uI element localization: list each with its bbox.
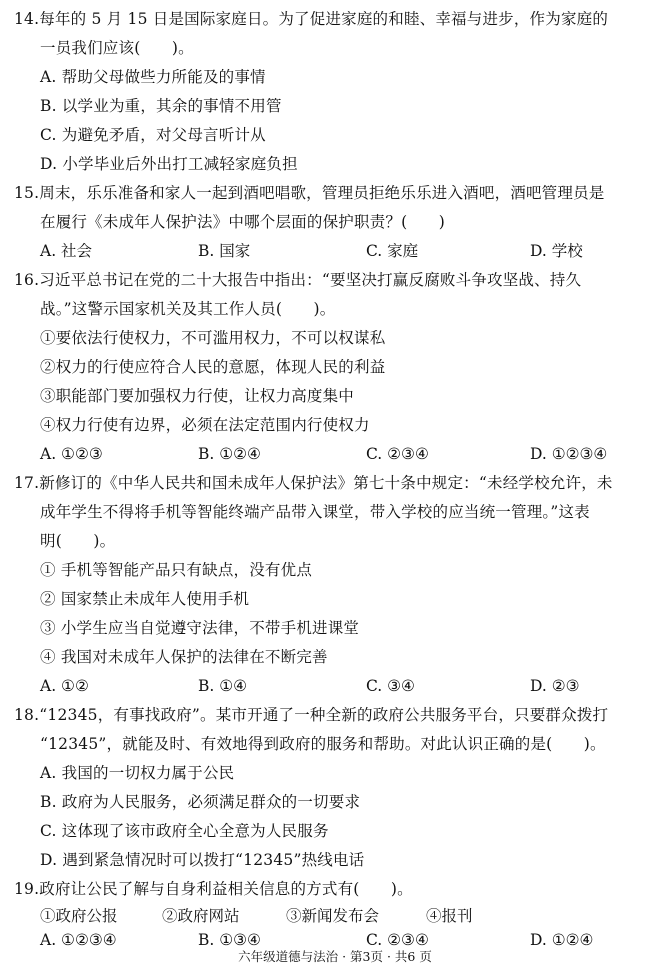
- question-18-number: 18.: [14, 706, 40, 724]
- question-19-sources: [40, 906, 650, 926]
- question-14-option-d: D. 小学毕业后外出打工减轻家庭负担: [40, 155, 298, 173]
- question-16-number: 16.: [14, 271, 40, 289]
- question-14-option-a: A. 帮助父母做些力所能及的事情: [40, 68, 266, 86]
- question-16-statement-3: ③职能部门要加强权力行使，让权力高度集中: [40, 387, 355, 405]
- question-19-option-d: D. ①②④: [530, 931, 594, 949]
- question-19-option-b: B. ①③④: [198, 931, 261, 949]
- question-16-stem-line-2: 战。”这警示国家机关及其工作人员( )。: [40, 300, 336, 318]
- question-16-statement-2: ②权力的行使应符合人民的意愿，体现人民的利益: [40, 358, 386, 376]
- question-17-option-c: C. ③④: [366, 677, 415, 695]
- question-19-source-2: ②政府网站: [162, 907, 240, 925]
- question-15-stem-line-1: 15.周末，乐乐准备和家人一起到酒吧唱歌，管理员拒绝乐乐进入酒吧，酒吧管理员是: [14, 184, 605, 202]
- question-17-stem-line-2: 成年学生不得将手机等智能终端产品带入课堂，带入学校的应当统一管理。”这表: [40, 503, 590, 521]
- question-17-statement-1: ① 手机等智能产品只有缺点，没有优点: [40, 561, 313, 579]
- question-17-statement-3: ③ 小学生应当自觉遵守法律，不带手机进课堂: [40, 619, 360, 637]
- question-16-statement-4: ④权力行使有边界，必须在法定范围内行使权力: [40, 416, 370, 434]
- question-14-stem-line-2: 一员我们应该( )。: [40, 39, 194, 57]
- question-17-statement-2: ② 国家禁止未成年人使用手机: [40, 590, 250, 608]
- question-17-stem-line-3: 明( )。: [40, 532, 116, 550]
- question-16-options: [40, 444, 650, 464]
- question-18-stem-line-1: 18.“12345，有事找政府”。某市开通了一种全新的政府公共服务平台，只要群众拨打: [14, 706, 609, 724]
- question-19-number: 19.: [14, 880, 40, 898]
- question-19-stem-line-1: 19.政府让公民了解与自身利益相关信息的方式有( )。: [14, 880, 413, 898]
- question-19-source-1: ①政府公报: [40, 907, 118, 925]
- page-footer: 六年级道德与法治 · 第3页 · 共6 页: [238, 949, 432, 964]
- question-15-number: 15.: [14, 184, 40, 202]
- question-17-option-d: D. ②③: [530, 677, 580, 695]
- question-18-option-b: B. 政府为人民服务，必须满足群众的一切要求: [40, 793, 361, 811]
- question-16-option-a: A. ①②③: [40, 445, 103, 463]
- question-19-options: [40, 930, 650, 950]
- question-17-options: [40, 676, 650, 696]
- question-17-stem-line-1: 17.新修订的《中华人民共和国未成年人保护法》第七十条中规定：“未经学校允许，未: [14, 474, 613, 492]
- question-19-option-c: C. ②③④: [366, 931, 429, 949]
- question-16-option-d: D. ①②③④: [530, 445, 608, 463]
- question-18-option-d: D. 遇到紧急情况时可以拨打“12345”热线电话: [40, 851, 365, 869]
- question-15-option-a: A. 社会: [40, 242, 93, 260]
- question-15-stem-line-2: 在履行《未成年人保护法》中哪个层面的保护职责？( ): [40, 213, 445, 231]
- question-19-source-4: ④报刊: [426, 907, 473, 925]
- question-17-option-a: A. ①②: [40, 677, 89, 695]
- question-18-option-a: A. 我国的一切权力属于公民: [40, 764, 235, 782]
- question-14-stem-line-1: 14.每年的 5 月 15 日是国际家庭日。为了促进家庭的和睦、幸福与进步，作为家庭的: [14, 10, 609, 28]
- question-14-option-b: B. 以学业为重，其余的事情不用管: [40, 97, 282, 115]
- question-15-option-d: D. 学校: [530, 242, 583, 260]
- question-15-option-c: C. 家庭: [366, 242, 419, 260]
- question-17-option-b: B. ①④: [198, 677, 248, 695]
- question-16-option-b: B. ①②④: [198, 445, 261, 463]
- question-15-options: [40, 241, 650, 261]
- question-17-statement-4: ④ 我国对未成年人保护的法律在不断完善: [40, 648, 328, 666]
- question-19-option-a: A. ①②③④: [40, 931, 117, 949]
- question-15-option-b: B. 国家: [198, 242, 251, 260]
- question-19-source-3: ③新闻发布会: [286, 907, 380, 925]
- question-14-option-c: C. 为避免矛盾，对父母言听计从: [40, 126, 266, 144]
- question-16-stem-line-1: 16.习近平总书记在党的二十大报告中指出：“要坚决打赢反腐败斗争攻坚战、持久: [14, 271, 582, 289]
- question-16-option-c: C. ②③④: [366, 445, 429, 463]
- question-17-number: 17.: [14, 474, 40, 492]
- question-18-option-c: C. 这体现了该市政府全心全意为人民服务: [40, 822, 329, 840]
- question-16-statement-1: ①要依法行使权力，不可滥用权力，不可以权谋私: [40, 329, 386, 347]
- question-14-number: 14.: [14, 10, 40, 28]
- question-18-stem-line-2: “12345”，就能及时、有效地得到政府的服务和帮助。对此认识正确的是( )。: [40, 735, 606, 753]
